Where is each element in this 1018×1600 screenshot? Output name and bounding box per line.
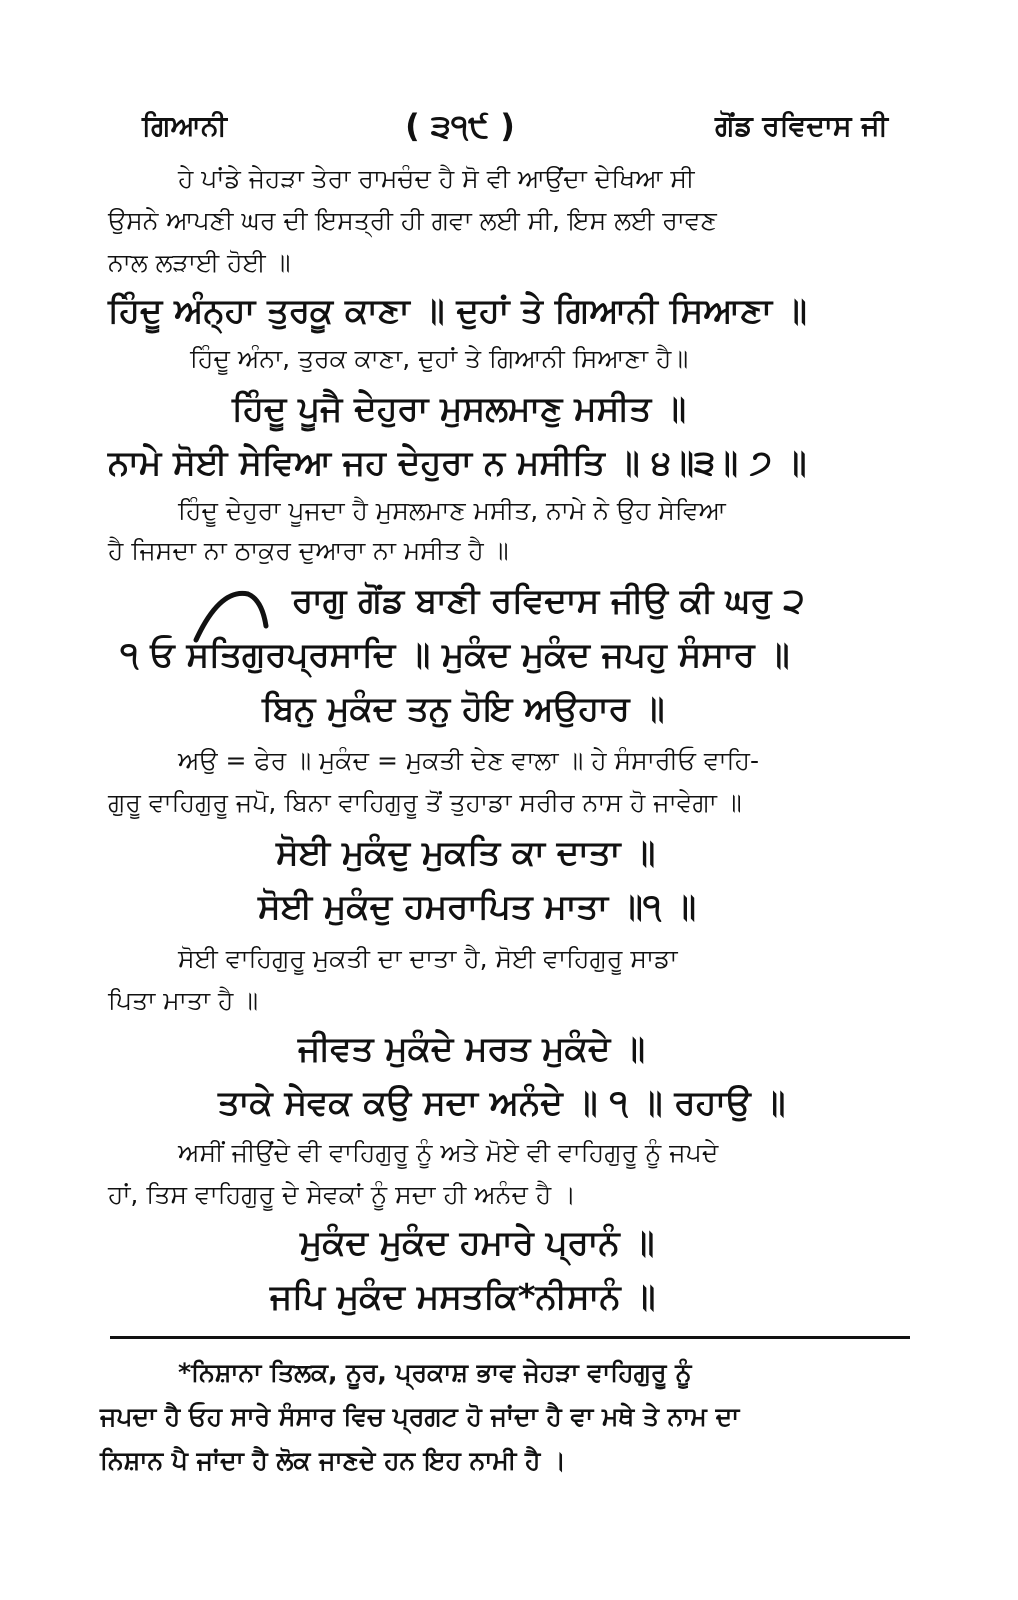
page-number: ( ੩੧੯ ) [405, 107, 515, 145]
verse-line: ੧ ਓ ਸਤਿਗੁਰਪ੍ਰਸਾਦਿ ॥ ਮੁਕੰਦ ਮੁਕੰਦ ਜਪਹੁ ਸੰਸਾਰ ॥ [120, 635, 790, 675]
verse-line: ਹਿੰਦੂ ਅੰਨ੍ਹਾ ਤੁਰਕੂ ਕਾਣਾ ॥ ਦੁਹਾਂ ਤੇ ਗਿਆਨੀ ਸਿਆਣਾ ॥ [108, 291, 807, 331]
verse-line: ਬਿਨੁ ਮੁਕੰਦ ਤਨੁ ਹੋਇ ਅਉਹਾਰ ॥ [262, 689, 665, 729]
commentary-line: ਹਿੰਦੂ ਦੇਹੁਰਾ ਪੂਜਦਾ ਹੈ ਮੁਸਲਮਾਣ ਮਸੀਤ, ਨਾਮੇ ਨੇ ਉਹ ਸੇਵਿਆ [178, 496, 726, 525]
verse-line: ਸੋਈ ਮੁਕੰਦੁ ਹਮਰਾਪਿਤ ਮਾਤਾ ॥੧ ॥ [258, 887, 697, 927]
commentary-line: ਅਉ = ਫੇਰ ॥ ਮੁਕੰਦ = ਮੁਕਤੀ ਦੇਣ ਵਾਲਾ ॥ ਹੇ ਸੰਸਾਰੀਓ ਵਾਹਿ- [178, 746, 760, 775]
verse-line: ਮੁਕੰਦ ਮੁਕੰਦ ਹਮਾਰੇ ਪ੍ਰਾਨੰ ॥ [300, 1223, 655, 1263]
commentary-line: ਸੋਈ ਵਾਹਿਗੁਰੂ ਮੁਕਤੀ ਦਾ ਦਾਤਾ ਹੈ, ਸੋਈ ਵਾਹਿਗੁਰੂ ਸਾਡਾ [178, 944, 678, 973]
commentary-line: ਹਿੰਦੂ ਅੰਨਾ, ਤੁਰਕ ਕਾਣਾ, ਦੁਹਾਂ ਤੇ ਗਿਆਨੀ ਸਿਆਣਾ ਹੈ॥ [190, 344, 689, 373]
raag-heading: ਰਾਗੁ ਗੋਂਡ ਬਾਣੀ ਰਵਿਦਾਸ ਜੀਉ ਕੀ ਘਰੁ ੨ [292, 581, 805, 621]
section-title: ਗੋਂਡ ਰਵਿਦਾਸ ਜੀ [715, 109, 888, 142]
commentary-line: ਉਸਨੇ ਆਪਣੀ ਘਰ ਦੀ ਇਸਤ੍ਰੀ ਹੀ ਗਵਾ ਲਈ ਸੀ, ਇਸ ਲਈ ਰਾਵਣ [108, 206, 717, 235]
verse-line: ਜਪਿ ਮੁਕੰਦ ਮਸਤਕਿ*ਨੀਸਾਨੰ ॥ [270, 1277, 656, 1317]
verse-line: ਸੋਈ ਮੁਕੰਦੁ ਮੁਕਤਿ ਕਾ ਦਾਤਾ ॥ [276, 833, 656, 873]
commentary-line: ਨਾਲ ਲੜਾਈ ਹੋਈ ॥ [108, 248, 291, 277]
running-title: ਗਿਆਨੀ [142, 109, 227, 142]
commentary-line: ਹੈ ਜਿਸਦਾ ਨਾ ਠਾਕੁਰ ਦੁਆਰਾ ਨਾ ਮਸੀਤ ਹੈ ॥ [108, 536, 509, 565]
verse-line: ਜੀਵਤ ਮੁਕੰਦੇ ਮਰਤ ਮੁਕੰਦੇ ॥ [298, 1029, 646, 1069]
commentary-line: ਪਿਤਾ ਮਾਤਾ ਹੈ ॥ [108, 986, 259, 1015]
footnote-line: ਜਪਦਾ ਹੈ ਓਹ ਸਾਰੇ ਸੰਸਾਰ ਵਿਚ ਪ੍ਰਗਟ ਹੋ ਜਾਂਦਾ ਹੈ ਵਾ ਮਥੇ ਤੇ ਨਾਮ ਦਾ [100, 1402, 740, 1431]
commentary-line: ਗੁਰੂ ਵਾਹਿਗੁਰੂ ਜਪੋ, ਬਿਨਾ ਵਾਹਿਗੁਰੂ ਤੋਂ ਤੁਹਾਡਾ ਸਰੀਰ ਨਾਸ ਹੋ ਜਾਵੇਗਾ ॥ [108, 788, 742, 817]
footnote-line: ਨਿਸ਼ਾਨ ਪੈ ਜਾਂਦਾ ਹੈ ਲੋਕ ਜਾਣਦੇ ਹਨ ਇਹ ਨਾਮੀ ਹੈ । [100, 1446, 566, 1475]
verse-line: ਤਾਕੇ ਸੇਵਕ ਕਉ ਸਦਾ ਅਨੰਦੇ ॥ ੧ ॥ ਰਹਾਉ ॥ [218, 1083, 786, 1123]
footnote-line: *ਨਿਸ਼ਾਨਾ ਤਿਲਕ, ਨੂਰ, ਪ੍ਰਕਾਸ਼ ਭਾਵ ਜੇਹੜਾ ਵਾਹਿਗੁਰੂ ਨੂੰ [178, 1358, 692, 1387]
verse-line: ਨਾਮੇ ਸੋਈ ਸੇਵਿਆ ਜਹ ਦੇਹੁਰਾ ਨ ਮਸੀਤਿ ॥ ੪॥੩॥ ੭ ॥ [108, 443, 807, 483]
commentary-line: ਅਸੀਂ ਜੀਉਂਦੇ ਵੀ ਵਾਹਿਗੁਰੂ ਨੂੰ ਅਤੇ ਮੋਏ ਵੀ ਵਾਹਿਗੁਰੂ ਨੂੰ ਜਪਦੇ [178, 1138, 719, 1167]
commentary-line: ਹੇ ਪਾਂਡੇ ਜੇਹੜਾ ਤੇਰਾ ਰਾਮਚੰਦ ਹੈ ਸੋ ਵੀ ਆਉਂਦਾ ਦੇਖਿਆ ਸੀ [178, 164, 695, 193]
footnote-divider [110, 1336, 910, 1339]
commentary-line: ਹਾਂ, ਤਿਸ ਵਾਹਿਗੁਰੂ ਦੇ ਸੇਵਕਾਂ ਨੂੰ ਸਦਾ ਹੀ ਅਨੰਦ ਹੈ । [108, 1180, 576, 1209]
verse-line: ਹਿੰਦੂ ਪੂਜੈ ਦੇਹੁਰਾ ਮੁਸਲਮਾਣੁ ਮਸੀਤ ॥ [232, 389, 686, 429]
